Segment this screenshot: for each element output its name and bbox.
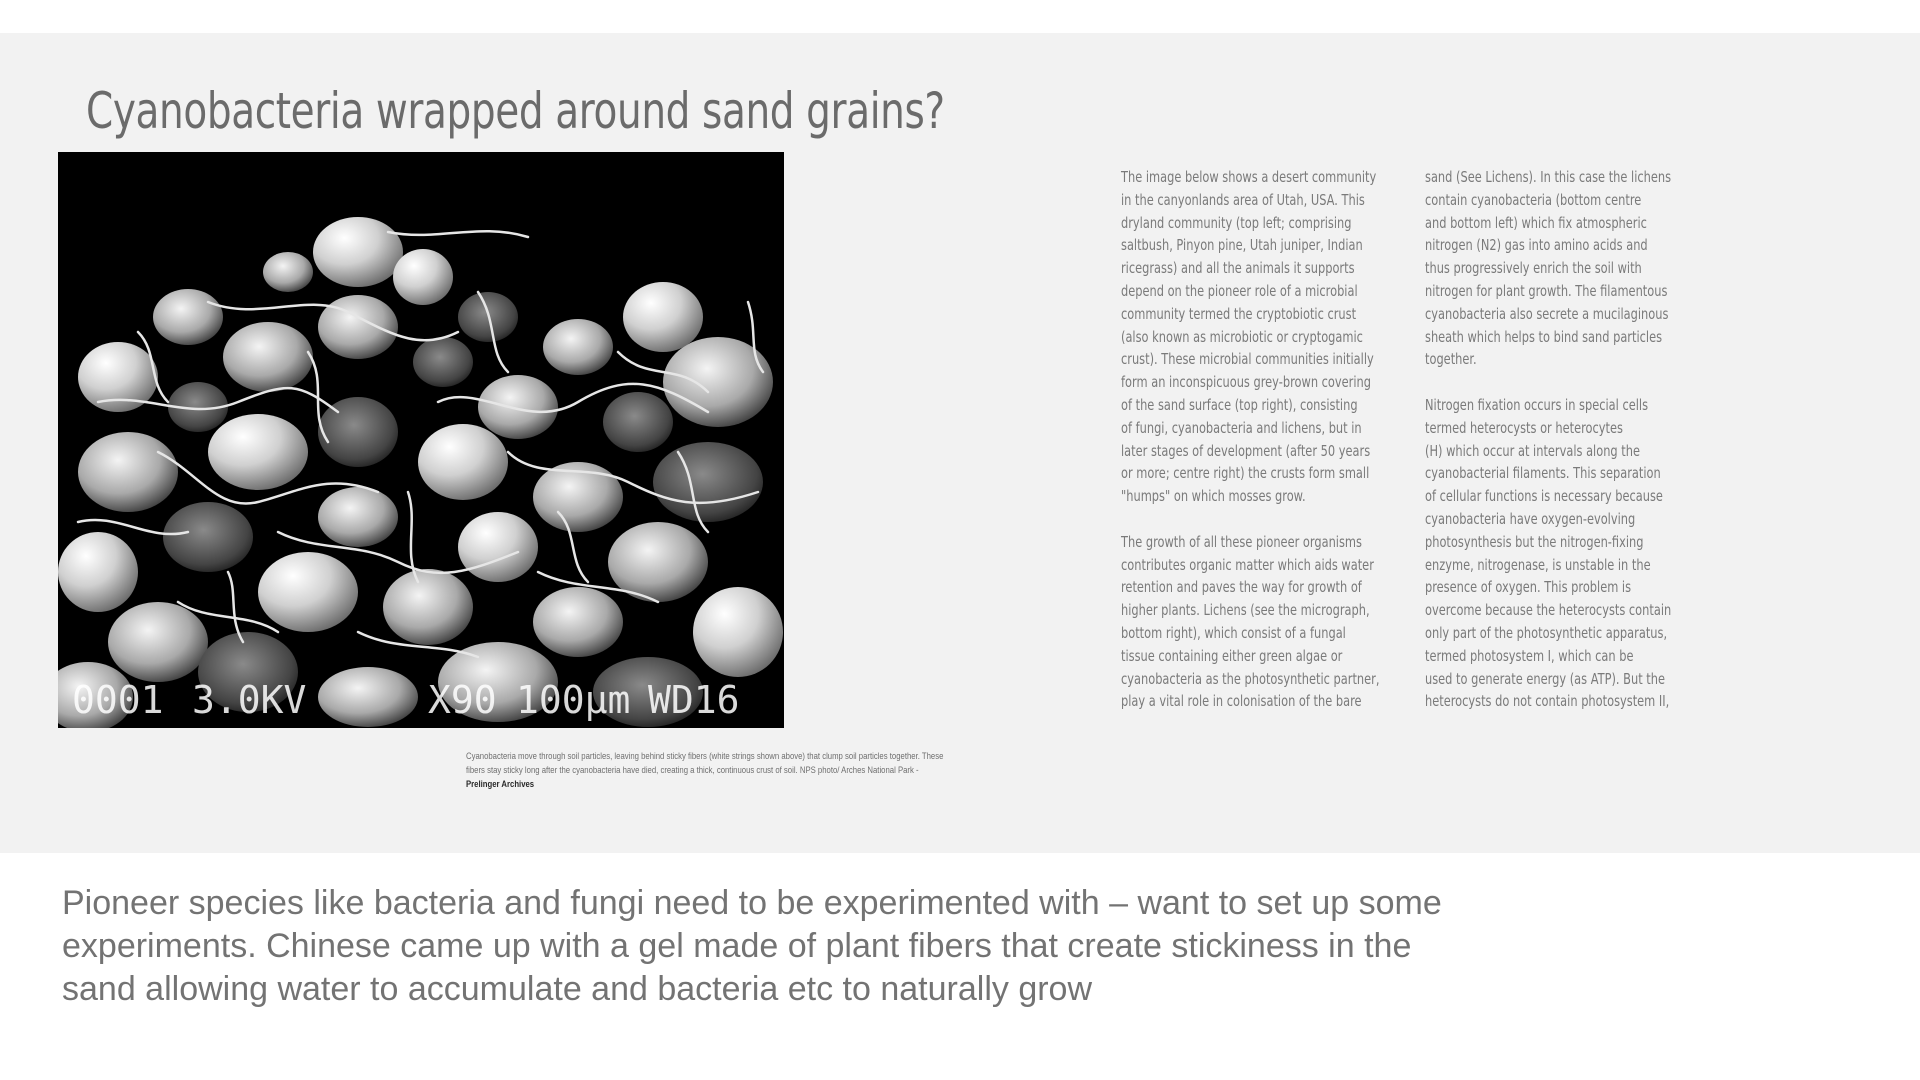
sem-magnification: X90 <box>428 678 497 722</box>
speaker-note: Pioneer species like bacteria and fungi need to be experimented with – want to set up some experiments. Chinese came up with a gel made of plant fibers that create stickiness in the sand allowing water to accumulate and bacteria etc to naturally grow <box>62 884 1442 1008</box>
caption-source: Prelinger Archives <box>466 779 535 789</box>
sem-scale-left: 0001 <box>72 678 164 722</box>
body-column-2 <box>1425 166 1672 713</box>
sem-scale-bar: 100µm <box>516 678 631 722</box>
sem-micrograph <box>58 152 784 728</box>
body-column-2-text: sand (See Lichens). In this case the lichens contain cyanobacteria (bottom centre and bottom left) which fix atmospheric nitrogen (N2) gas into amino acids and thus progressively enrich the soil with nitrogen for plant growth. The filamentous cyanobacteria also secrete a mucilaginous sheath which helps to bind sand particles together. Nitrogen fixation occurs in special cells termed heterocysts or heterocytes (H) which occur at intervals along the cyanobacterial filaments. This separation of cellular functions is necessary because cyanobacteria have oxygen-evolving photosynthesis but the nitrogen-fixing enzyme, nitrogenase, is unstable in the presence of oxygen. This problem is overcome because the heterocysts contain only part of the photosynthetic apparatus, termed photosystem I, which can be used to generate energy (as ATP). But the heterocysts do not contain photosystem II, <box>1425 168 1672 711</box>
slide-title: Cyanobacteria wrapped around sand grains? <box>86 82 945 140</box>
sem-voltage: 3.0KV <box>192 678 307 722</box>
caption-text: Cyanobacteria move through soil particles, leaving behind sticky fibers (white strings shown above) that clump soil particles together. These fibers stay sticky long after the cyanobacteria have died, creating a thick, continuous crust of soil. NPS photo/ Arches National Park - <box>466 751 944 775</box>
body-column-1 <box>1121 166 1380 713</box>
body-column-1-text: The image below shows a desert community in the canyonlands area of Utah, USA. This dryland community (top left; comprising saltbush, Pinyon pine, Utah juniper, Indian ricegrass) and all the animals it supports depend on the pioneer role of a microbial community termed the cryptobiotic crust (also known as microbiotic or cryptogamic crust). These microbial communities initially form an inconspicuous grey-brown covering of the sand surface (top right), consisting of fungi, cyanobacteria and lichens, but in later stages of development (after 50 years or more; centre right) the crusts form small "humps" on which mosses grow. The growth of all these pioneer organisms contributes organic matter which aids water retention and paves the way for growth of higher plants. Lichens (see the micrograph, bottom right), which consist of a fungal tissue containing either green algae or cyanobacteria as the photosynthetic partner, play a vital role in colonisation of the bare <box>1121 168 1380 711</box>
figure-caption <box>466 749 948 791</box>
sem-working-distance: WD16 <box>648 678 740 722</box>
